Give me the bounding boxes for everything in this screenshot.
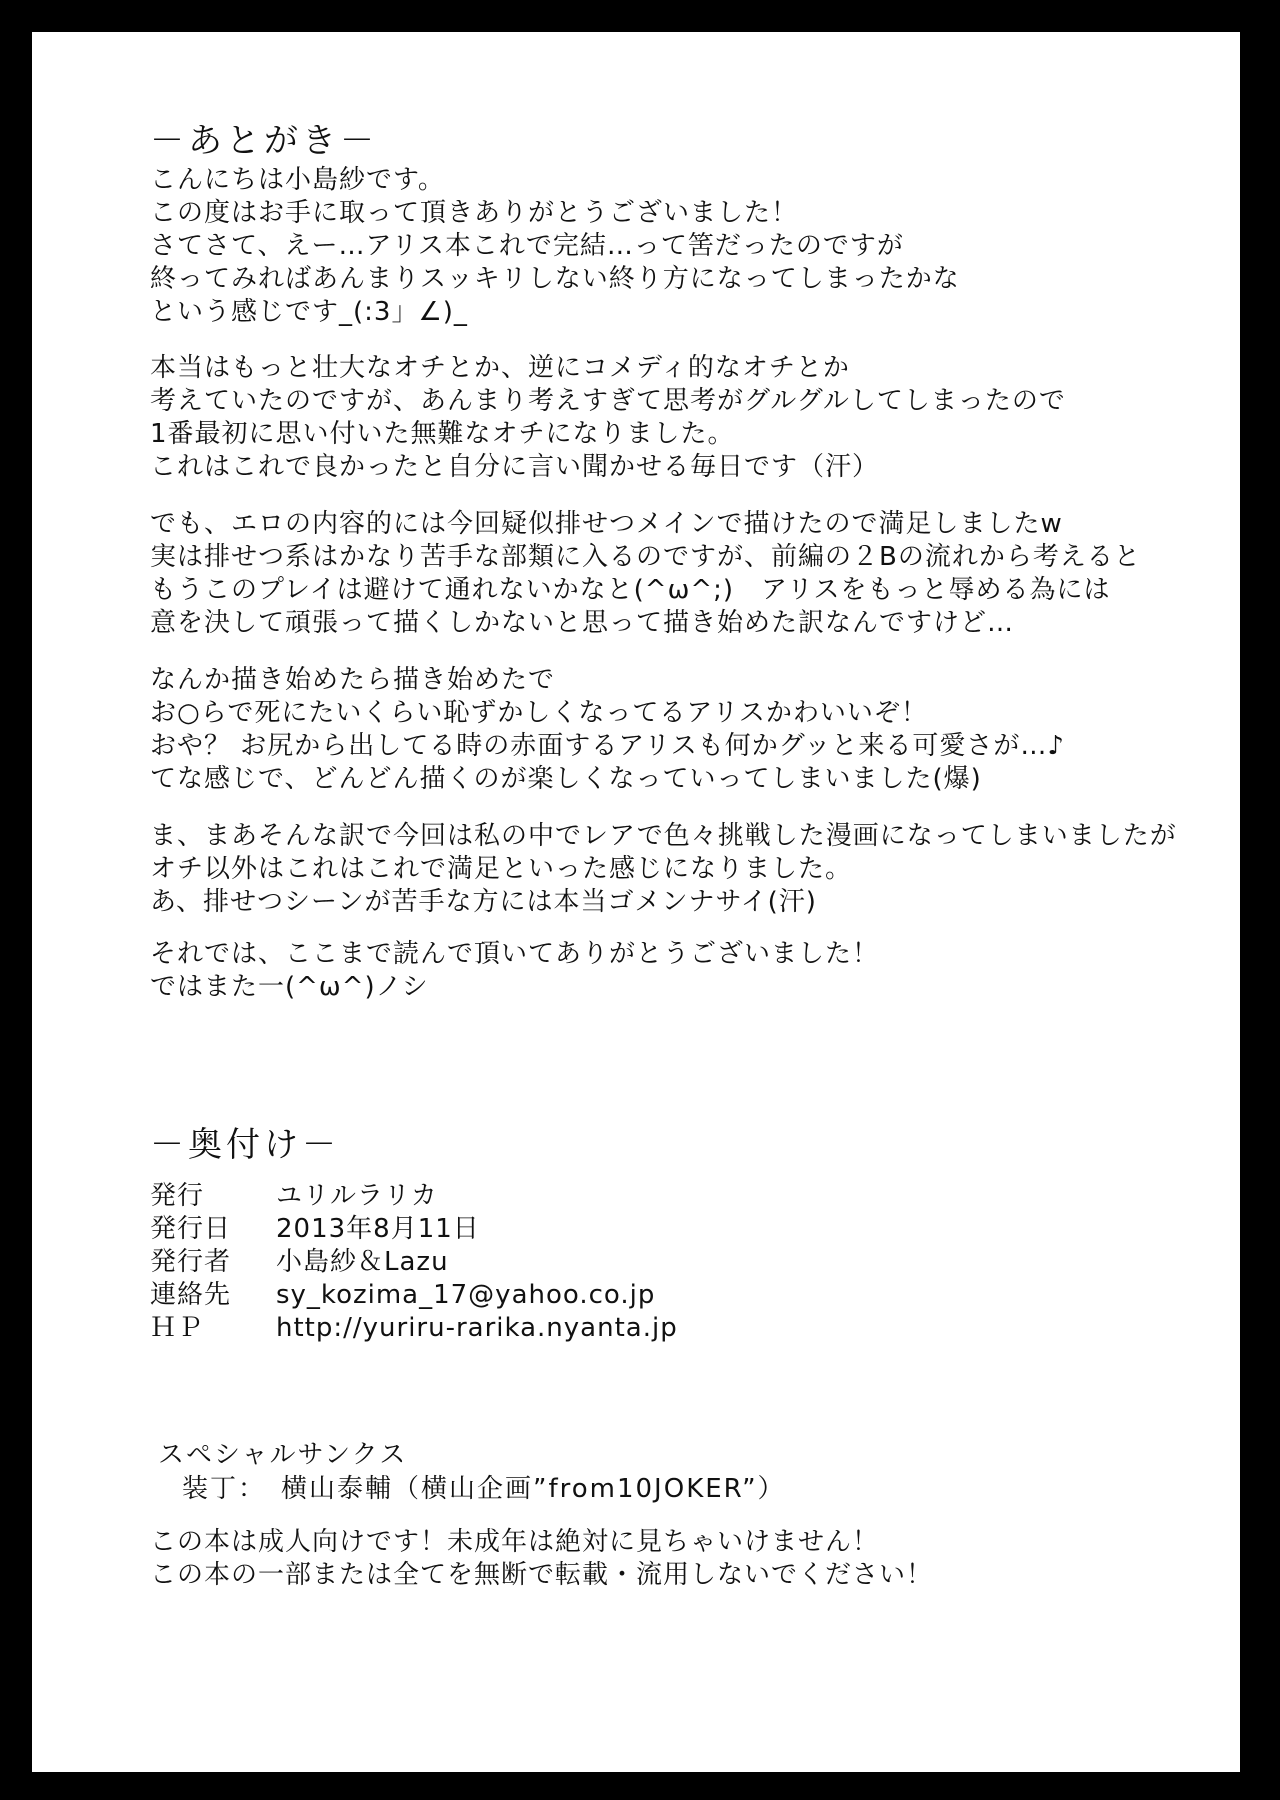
text-line: 実は排せつ系はかなり苦手な部類に入るのですが、前編の２Bの流れから考えると: [150, 542, 1141, 572]
text-line: 終ってみればあんまりスッキリしない終り方になってしまったかな: [150, 264, 960, 294]
colophon-row: [150, 1246, 678, 1279]
warning-line: この本は成人向けです！未成年は絶対に見ちゃいけません！: [150, 1527, 880, 1557]
colophon-key: 連絡先: [150, 1280, 232, 1310]
colophon-row: [150, 1213, 678, 1246]
colophon-value: 小島紗＆Lazu: [276, 1247, 449, 1277]
text-line: さてさて、えー…アリス本これで完結…って筈だったのですが: [150, 231, 904, 261]
text-line: でも、エロの内容的には今回疑似排せつメインで描けたので満足しましたw: [150, 509, 1063, 539]
colophon-heading: －奥付け－: [150, 1125, 340, 1165]
text-line: この度はお手に取って頂きありがとうございました！: [150, 198, 799, 228]
text-line: という感じです_(:3」∠)_: [150, 297, 468, 327]
warning-line: この本の一部または全てを無断で転載・流用しないでください！: [150, 1560, 934, 1590]
text-line: あ、排せつシーンが苦手な方には本当ゴメンナサイ(汗): [150, 887, 817, 917]
text-line: 1番最初に思い付いた無難なオチになりました。: [150, 419, 735, 449]
text-line: おや？ お尻から出してる時の赤面するアリスも何かグッと来る可愛さが…♪: [150, 731, 1065, 761]
contact-email: sy_kozima_17@yahoo.co.jp: [276, 1280, 656, 1310]
text-line: 本当はもっと壮大なオチとか、逆にコメディ的なオチとか: [150, 353, 850, 383]
text-line: 考えていたのですが、あんまり考えすぎて思考がグルグルしてしまったので: [150, 386, 1066, 416]
text-line: てな感じで、どんどん描くのが楽しくなっていってしまいました(爆): [150, 764, 982, 794]
afterword-paragraph-4: [150, 664, 1065, 796]
afterword-paragraph-2: [150, 352, 1066, 484]
colophon-row: [150, 1312, 678, 1345]
text-line: もうこのプレイは避けて通れないかなと(^ω^;) アリスをもっと辱める為には: [150, 575, 1111, 605]
colophon-value: 2013年8月11日: [276, 1214, 480, 1244]
afterword-paragraph-5: [150, 820, 1177, 919]
page: [32, 32, 1240, 1772]
colophon-key: 発行者: [150, 1247, 232, 1277]
text-line: お○らで死にたいくらい恥ずかしくなってるアリスかわいいぞ！: [150, 698, 928, 728]
warning-notice: [150, 1526, 933, 1592]
colophon-key: 発行: [150, 1181, 205, 1211]
colophon-value: ユリルラリカ: [276, 1181, 438, 1211]
afterword-paragraph-1: [150, 164, 960, 329]
special-thanks-title: スペシャルサンクス: [158, 1440, 408, 1470]
special-thanks-body: 装丁： 横山泰輔（横山企画”from10JOKER”）: [182, 1474, 786, 1504]
text-line: 意を決して頑張って描くしかないと思って描き始めた訳なんですけど…: [150, 608, 1015, 638]
text-line: ではまた一(^ω^)ノシ: [150, 972, 429, 1002]
text-line: ま、まあそんな訳で今回は私の中でレアで色々挑戦した漫画になってしまいましたが: [150, 821, 1177, 851]
text-line: これはこれで良かったと自分に言い聞かせる毎日です（汗）: [150, 452, 880, 482]
text-line: オチ以外はこれはこれで満足といった感じになりました。: [150, 854, 853, 884]
colophon-row: [150, 1279, 678, 1312]
text-line: こんにちは小島紗です。: [150, 165, 445, 195]
afterword-paragraph-3: [150, 508, 1141, 640]
text-line: それでは、ここまで読んで頂いてありがとうございました！: [150, 939, 880, 969]
text-line: なんか描き始めたら描き始めたで: [150, 665, 556, 695]
homepage-url: http://yuriru-rarika.nyanta.jp: [276, 1313, 678, 1343]
colophon-table: [150, 1180, 678, 1345]
colophon-key: ＨＰ: [150, 1313, 205, 1343]
colophon-row: [150, 1180, 678, 1213]
afterword-heading: －あとがき－: [150, 121, 378, 161]
colophon-key: 発行日: [150, 1214, 232, 1244]
afterword-paragraph-6: [150, 938, 879, 1004]
